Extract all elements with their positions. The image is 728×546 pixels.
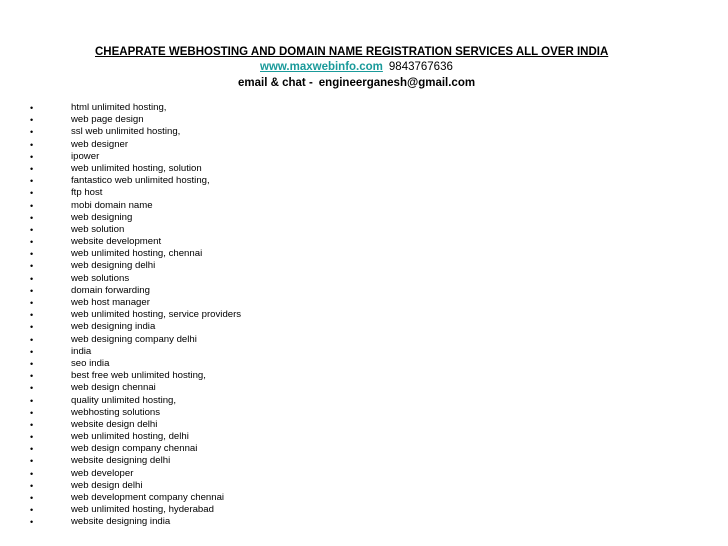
bullet-icon: • — [30, 480, 34, 491]
keyword-text: best free web unlimited hosting, — [71, 370, 206, 382]
bullet-icon: • — [30, 151, 34, 162]
keyword-text: website designing delhi — [71, 455, 171, 467]
bullet-icon: • — [30, 115, 34, 126]
bullet-icon: • — [30, 456, 34, 467]
keyword-text: website development — [71, 236, 162, 248]
keyword-text: web unlimited hosting, chennai — [71, 248, 203, 260]
keyword-text: web development company chennai — [71, 492, 225, 503]
keyword-text: web developer — [71, 467, 134, 479]
contact-label: email & chat - — [238, 77, 313, 89]
bullet-icon: • — [30, 224, 34, 235]
keyword-text: india — [71, 345, 92, 357]
keyword-text: web page design — [71, 114, 144, 126]
keyword-text: web designing delhi — [71, 260, 156, 272]
bullet-icon: • — [30, 505, 34, 516]
email-address: engineerganesh@gmail.com — [318, 77, 476, 89]
keyword-text: web design delhi — [71, 479, 143, 491]
keyword-text: web unlimited hosting, solution — [71, 162, 202, 174]
keyword-text: web solutions — [71, 272, 130, 284]
keyword-text: mobi domain name — [71, 199, 153, 211]
bullet-icon: • — [30, 237, 34, 248]
bullet-icon: • — [30, 273, 34, 284]
keyword-text: web unlimited hosting, delhi — [71, 431, 189, 443]
keyword-text: web designing company delhi — [71, 333, 197, 345]
bullet-icon: • — [30, 176, 34, 187]
bullet-icon: • — [30, 200, 34, 211]
bullet-icon: • — [30, 444, 34, 455]
keyword-text: web host manager — [71, 297, 150, 308]
bullet-icon: • — [30, 371, 34, 382]
keyword-text: web designing — [71, 211, 133, 223]
bullet-icon: • — [30, 188, 34, 199]
keyword-text: webhosting solutions — [71, 406, 161, 418]
keyword-text: domain forwarding — [71, 284, 150, 296]
keyword-text: fantastico web unlimited hosting, — [71, 175, 210, 187]
bullet-icon: • — [30, 163, 34, 174]
bullet-icon: • — [30, 127, 34, 138]
keyword-text: ftp host — [71, 187, 103, 199]
keyword-text: web designing india — [71, 321, 156, 333]
bullet-icon: • — [30, 212, 34, 223]
keyword-text: website design delhi — [71, 418, 158, 430]
keyword-text: web unlimited hosting, service providers — [71, 309, 242, 321]
bullet-icon: • — [30, 358, 34, 369]
keyword-text: web design company chennai — [71, 443, 198, 455]
keyword-text: web unlimited hosting, hyderabad — [71, 504, 214, 516]
keyword-text: ipower — [71, 150, 100, 162]
phone-number: 9843767636 — [388, 61, 453, 73]
bullet-icon: • — [30, 310, 34, 321]
keyword-text: html unlimited hosting, — [71, 102, 167, 113]
bullet-icon: • — [30, 139, 34, 150]
keyword-text: quality unlimited hosting, — [71, 394, 177, 406]
keyword-text: web solution — [71, 223, 125, 235]
bullet-icon: • — [30, 383, 34, 394]
bullet-icon: • — [30, 285, 34, 296]
page-title: CHEAPRATE WEBHOSTING AND DOMAIN NAME REGISTRATION SERVICES ALL OVER INDIA — [95, 46, 609, 58]
contact-line — [238, 76, 475, 90]
bullet-icon: • — [30, 249, 34, 260]
bullet-icon: • — [30, 493, 34, 503]
bullet-icon: • — [30, 395, 34, 406]
website-line — [260, 60, 453, 74]
keyword-text: web designer — [71, 138, 129, 150]
keyword-text: seo india — [71, 357, 110, 369]
bullet-icon: • — [30, 261, 34, 272]
bullet-icon: • — [30, 103, 34, 113]
keyword-text: web design chennai — [71, 382, 156, 394]
bullet-icon: • — [30, 334, 34, 345]
bullet-icon: • — [30, 517, 34, 528]
bullet-icon: • — [30, 346, 34, 357]
bullet-icon: • — [30, 407, 34, 418]
bullet-icon: • — [30, 322, 34, 333]
keyword-text: website designing india — [71, 516, 171, 528]
bullet-icon: • — [30, 419, 34, 430]
website-link[interactable]: www.maxwebinfo.com — [260, 61, 383, 73]
bullet-icon: • — [30, 468, 34, 479]
keyword-text: ssl web unlimited hosting, — [71, 126, 181, 138]
bullet-icon: • — [30, 432, 34, 443]
bullet-icon: • — [30, 298, 34, 308]
